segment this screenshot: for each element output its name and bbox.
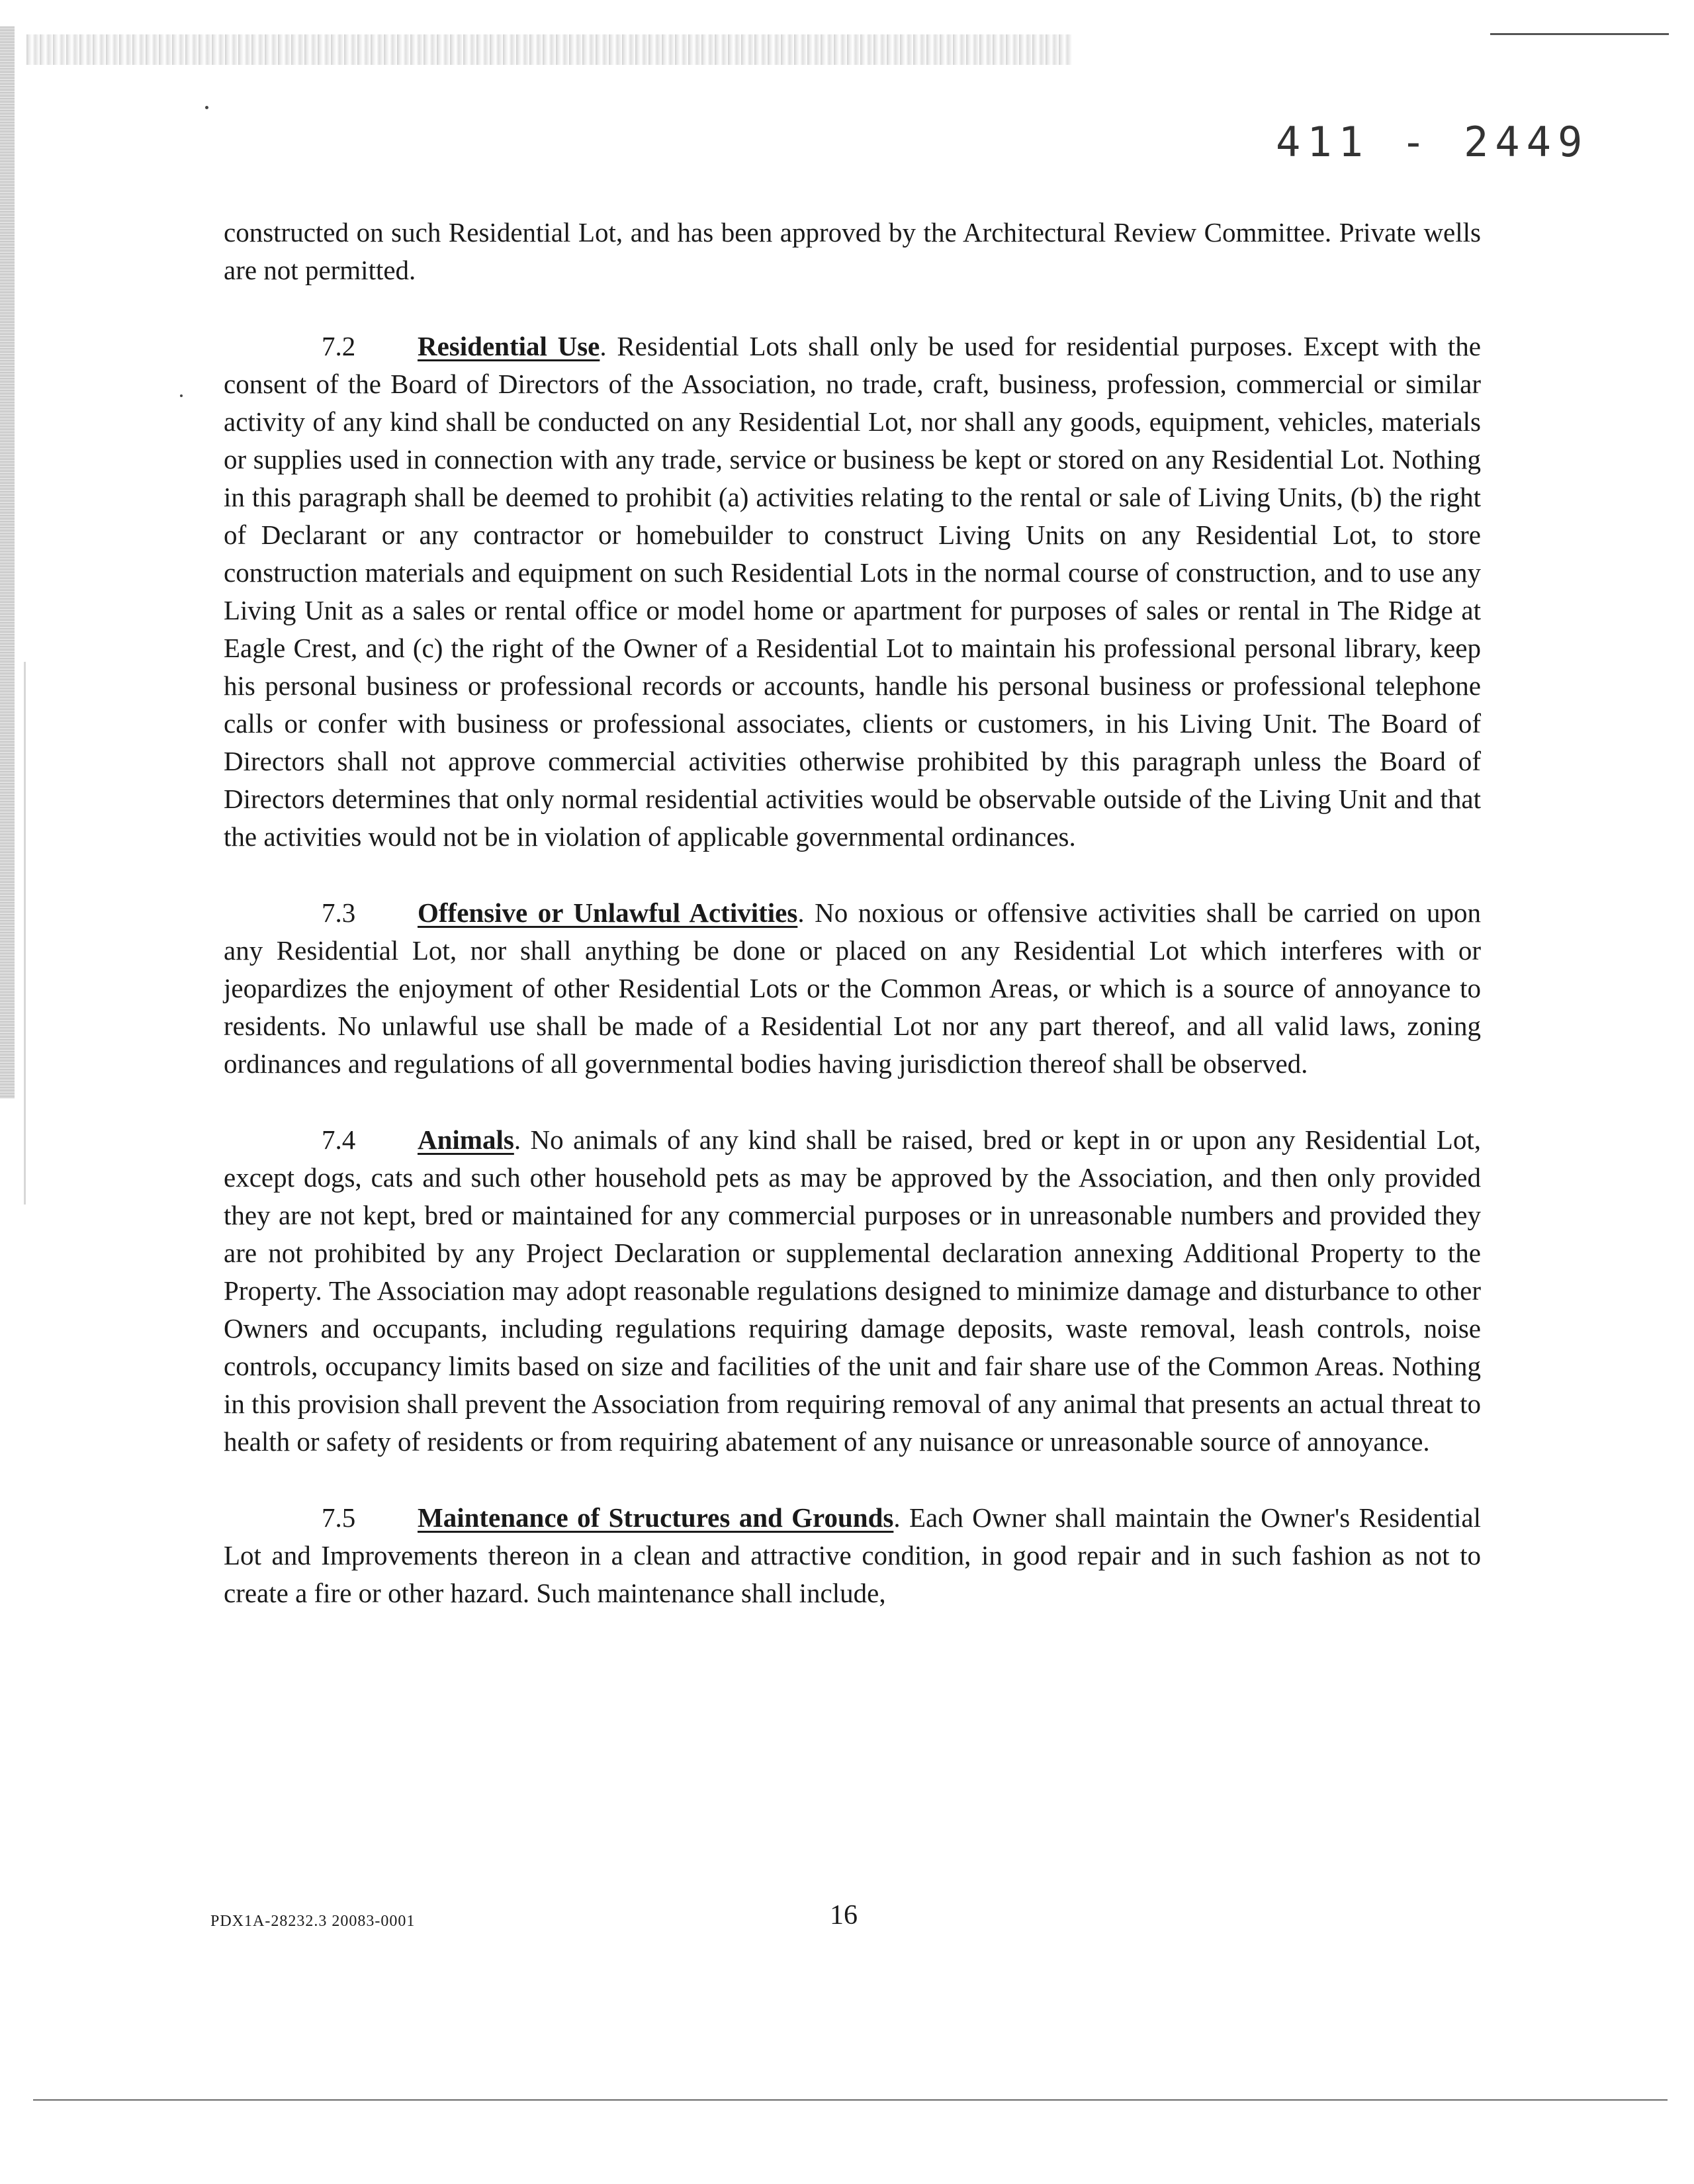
page-number: 16	[830, 1900, 858, 1931]
document-body	[224, 214, 1481, 1651]
scan-speck	[180, 394, 183, 397]
scan-noise-top	[26, 34, 1072, 65]
paragraph-continuation	[224, 214, 1481, 289]
scan-edge-artifact	[0, 26, 15, 1099]
paragraph-text: . No noxious or offensive activities shall be carried on upon any Residential Lot, nor shall anything be done or placed on any Residential Lot which interferes with or jeopardizes the enjoyment of other Residential Lots or the Common Areas, or which is a source of annoyance to residents. No unlawful use shall be made of a Residential Lot nor any part thereof, and all valid laws, zoning ordinances and regulations of all governmental bodies having jurisdiction thereof shall be observed.	[224, 897, 1481, 1079]
paragraph-text: . Each Owner shall maintain the Owner's Residential Lot and Improvements thereon in a clean and attractive condition, in good repair and in such fashion as not to create a fire or other hazard. Such maintenance shall include,	[224, 1502, 1481, 1608]
section-7-3	[224, 894, 1481, 1083]
top-rule	[1490, 33, 1669, 35]
section-7-5	[224, 1499, 1481, 1612]
section-title: Animals	[418, 1124, 514, 1155]
section-title: Maintenance of Structures and Grounds	[418, 1502, 894, 1533]
scan-speck	[205, 106, 208, 109]
paragraph-text: . No animals of any kind shall be raised, bred or kept in or upon any Residential Lot, except dogs, cats and such other household pets as may be approved by the Association, and then only provided they are not kept, bred or maintained for any commercial purposes or in unreasonable numbers and provided they are not prohibited by any Project Declaration or supplemental declaration annexing Additional Property to the Property. The Association may adopt reasonable regulations designed to minimize damage and disturbance to other Owners and occupants, including regulations requiring damage deposits, waste removal, leash controls, noise controls, occupancy limits based on size and facilities of the unit and fair share use of the Common Areas. Nothing in this provision shall prevent the Association from requiring removal of any animal that presents an actual threat to health or safety of residents or from requiring abatement of any nuisance or unreasonable source of annoyance.	[224, 1124, 1481, 1457]
footer-document-code: PDX1A-28232.3 20083-0001	[210, 1913, 416, 1930]
section-number: 7.4	[322, 1124, 356, 1155]
section-7-4	[224, 1121, 1481, 1461]
section-number: 7.5	[322, 1502, 356, 1533]
section-title: Offensive or Unlawful Activities	[418, 897, 798, 928]
section-title: Residential Use	[418, 331, 600, 361]
scan-edge-artifact-faint	[24, 662, 26, 1205]
recording-stamp-number: 411 - 2449	[1276, 118, 1589, 166]
section-7-2	[224, 328, 1481, 856]
paragraph-text: . Residential Lots shall only be used for residential purposes. Except with the consent of the Board of Directors of the Association, no trade, craft, business, profession, commercial or similar activity of any kind shall be conducted on any Residential Lot, nor shall any goods, equipment, vehicles, materials or supplies used in connection with any trade, service or business be kept or stored on any Residential Lot. Nothing in this paragraph shall be deemed to prohibit (a) activities relating to the rental or sale of Living Units, (b) the right of Declarant or any contractor or homebuilder to construct Living Units on any Residential Lot, to store construction materials and equipment on such Residential Lots in the normal course of construction, and to use any Living Unit as a sales or rental office or model home or apartment for purposes of sales or rental in The Ridge at Eagle Crest, and (c) the right of the Owner of a Residential Lot to maintain his professional personal library, keep his personal business or professional records or accounts, handle his personal business or professional telephone calls or confer with business or professional associates, clients or customers, in his Living Unit. The Board of Directors shall not approve commercial activities otherwise prohibited by this paragraph unless the Board of Directors determines that only normal residential activities would be observable outside of the Living Unit and that the activities would not be in violation of applicable governmental ordinances.	[224, 331, 1481, 852]
section-number: 7.3	[322, 897, 356, 928]
section-number: 7.2	[322, 331, 356, 361]
paragraph-text: constructed on such Residential Lot, and has been approved by the Architectural Review Committee. Private wells are not permitted.	[224, 217, 1481, 285]
bottom-rule	[33, 2099, 1668, 2101]
